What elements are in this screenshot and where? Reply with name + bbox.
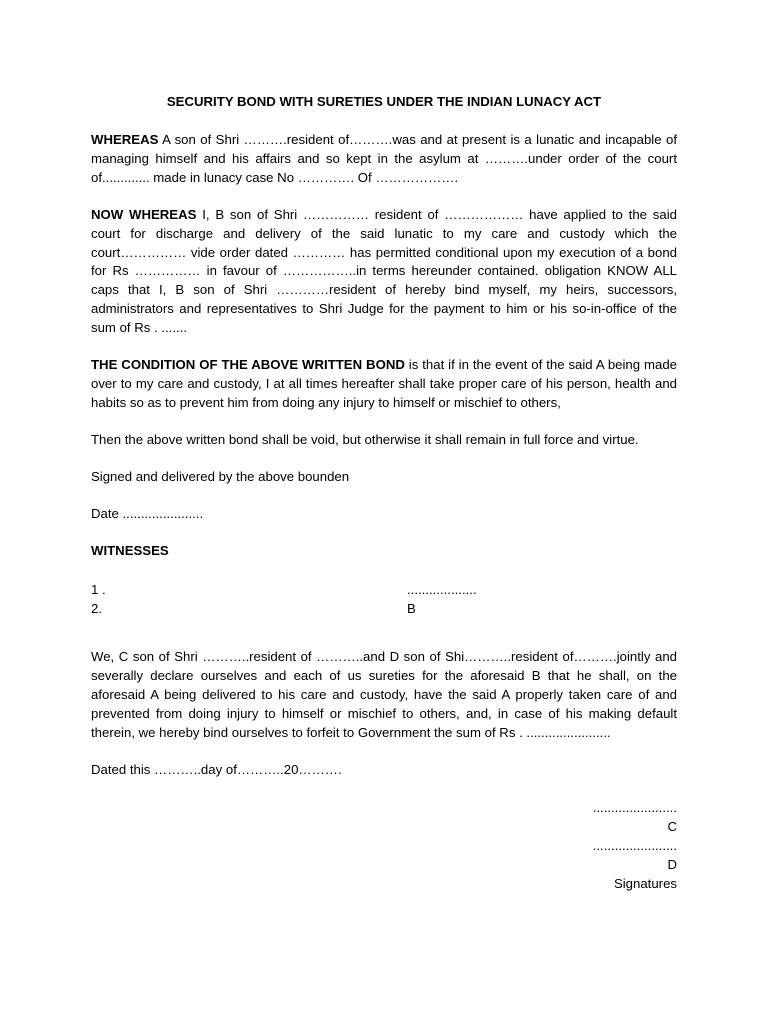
now-whereas-paragraph (91, 206, 677, 338)
witness-1-label: 1 . (91, 582, 106, 598)
dated-line: Dated this ………..day of………..20………. (91, 761, 342, 777)
signature-line-d: ....................... (592, 837, 677, 853)
witnesses-heading: WITNESSES (91, 542, 169, 558)
now-whereas-text: I, B son of Shri …………… resident of ……………… have applied to the said court for discharge and delivery of the said lunatic to my care and custody which the court…………… vide order dated ………… has permitted conditional upon my execution of a bond for Rs …………… in favour of ……………..in terms hereunder contained. obligation KNOW ALL caps that I, B son of Shri …………resident of hereby bind myself, my heirs, successors, administrators and representatives to Shri Judge for the payment to him or his so-in-office of the sum of Rs . ....... (91, 206, 677, 336)
whereas-lead: WHEREAS (91, 132, 159, 147)
whereas-text: A son of Shri ……….resident of……….was and at present is a lunatic and incapable of managing himself and his affairs and so kept in the asylum at ……….under order of the court of............. made in lunacy case No …………. Of ………………. (91, 132, 677, 185)
signature-line-c: ....................... (592, 799, 677, 815)
condition-text: is that if in the event of the said A being made over to my care and custody, I at all times hereafter shall take proper care of his person, health and habits so as to prevent him from doing any injury to himself or mischief to others, (91, 357, 677, 410)
whereas-paragraph (91, 131, 677, 188)
witness-2-party-label: B (407, 601, 416, 617)
condition-lead: THE CONDITION OF THE ABOVE WRITTEN BOND (91, 357, 405, 373)
witness-row-1 (91, 580, 677, 599)
sureties-paragraph: We, C son of Shri ………..resident of ………..and D son of Shi………..resident of……….jointly and severally declare ourselves and each of us sureties for the aforesaid B that he shall, on the aforesaid A being delivered to his care and custody, have the said A properly taken care of and prevented from doing injury to himself or mischief to others, and, in case of his making default therein, we hereby bind ourselves to forfeit to Government the sum of Rs . ....................... (91, 649, 677, 741)
document-page (91, 92, 677, 893)
witness-2-label: 2. (91, 601, 102, 617)
signature-block (91, 798, 677, 893)
date-line: Date ...................... (91, 505, 204, 521)
witness-1-signature-line: ................... (407, 582, 477, 598)
signatures-caption: Signatures (613, 875, 677, 891)
signature-label-c: C (667, 818, 677, 834)
signed-line: Signed and delivered by the above bounden (91, 468, 350, 484)
now-whereas-lead: NOW WHEREAS (91, 206, 197, 222)
document-title: SECURITY BOND WITH SURETIES UNDER THE INDIAN LUNACY ACT (166, 94, 602, 109)
condition-paragraph (91, 356, 677, 413)
witness-row-2 (91, 599, 677, 618)
signature-label-d: D (667, 856, 677, 872)
witnesses-list (91, 580, 677, 618)
void-clause: Then the above written bond shall be void, but otherwise it shall remain in full force and virtue. (91, 431, 639, 447)
